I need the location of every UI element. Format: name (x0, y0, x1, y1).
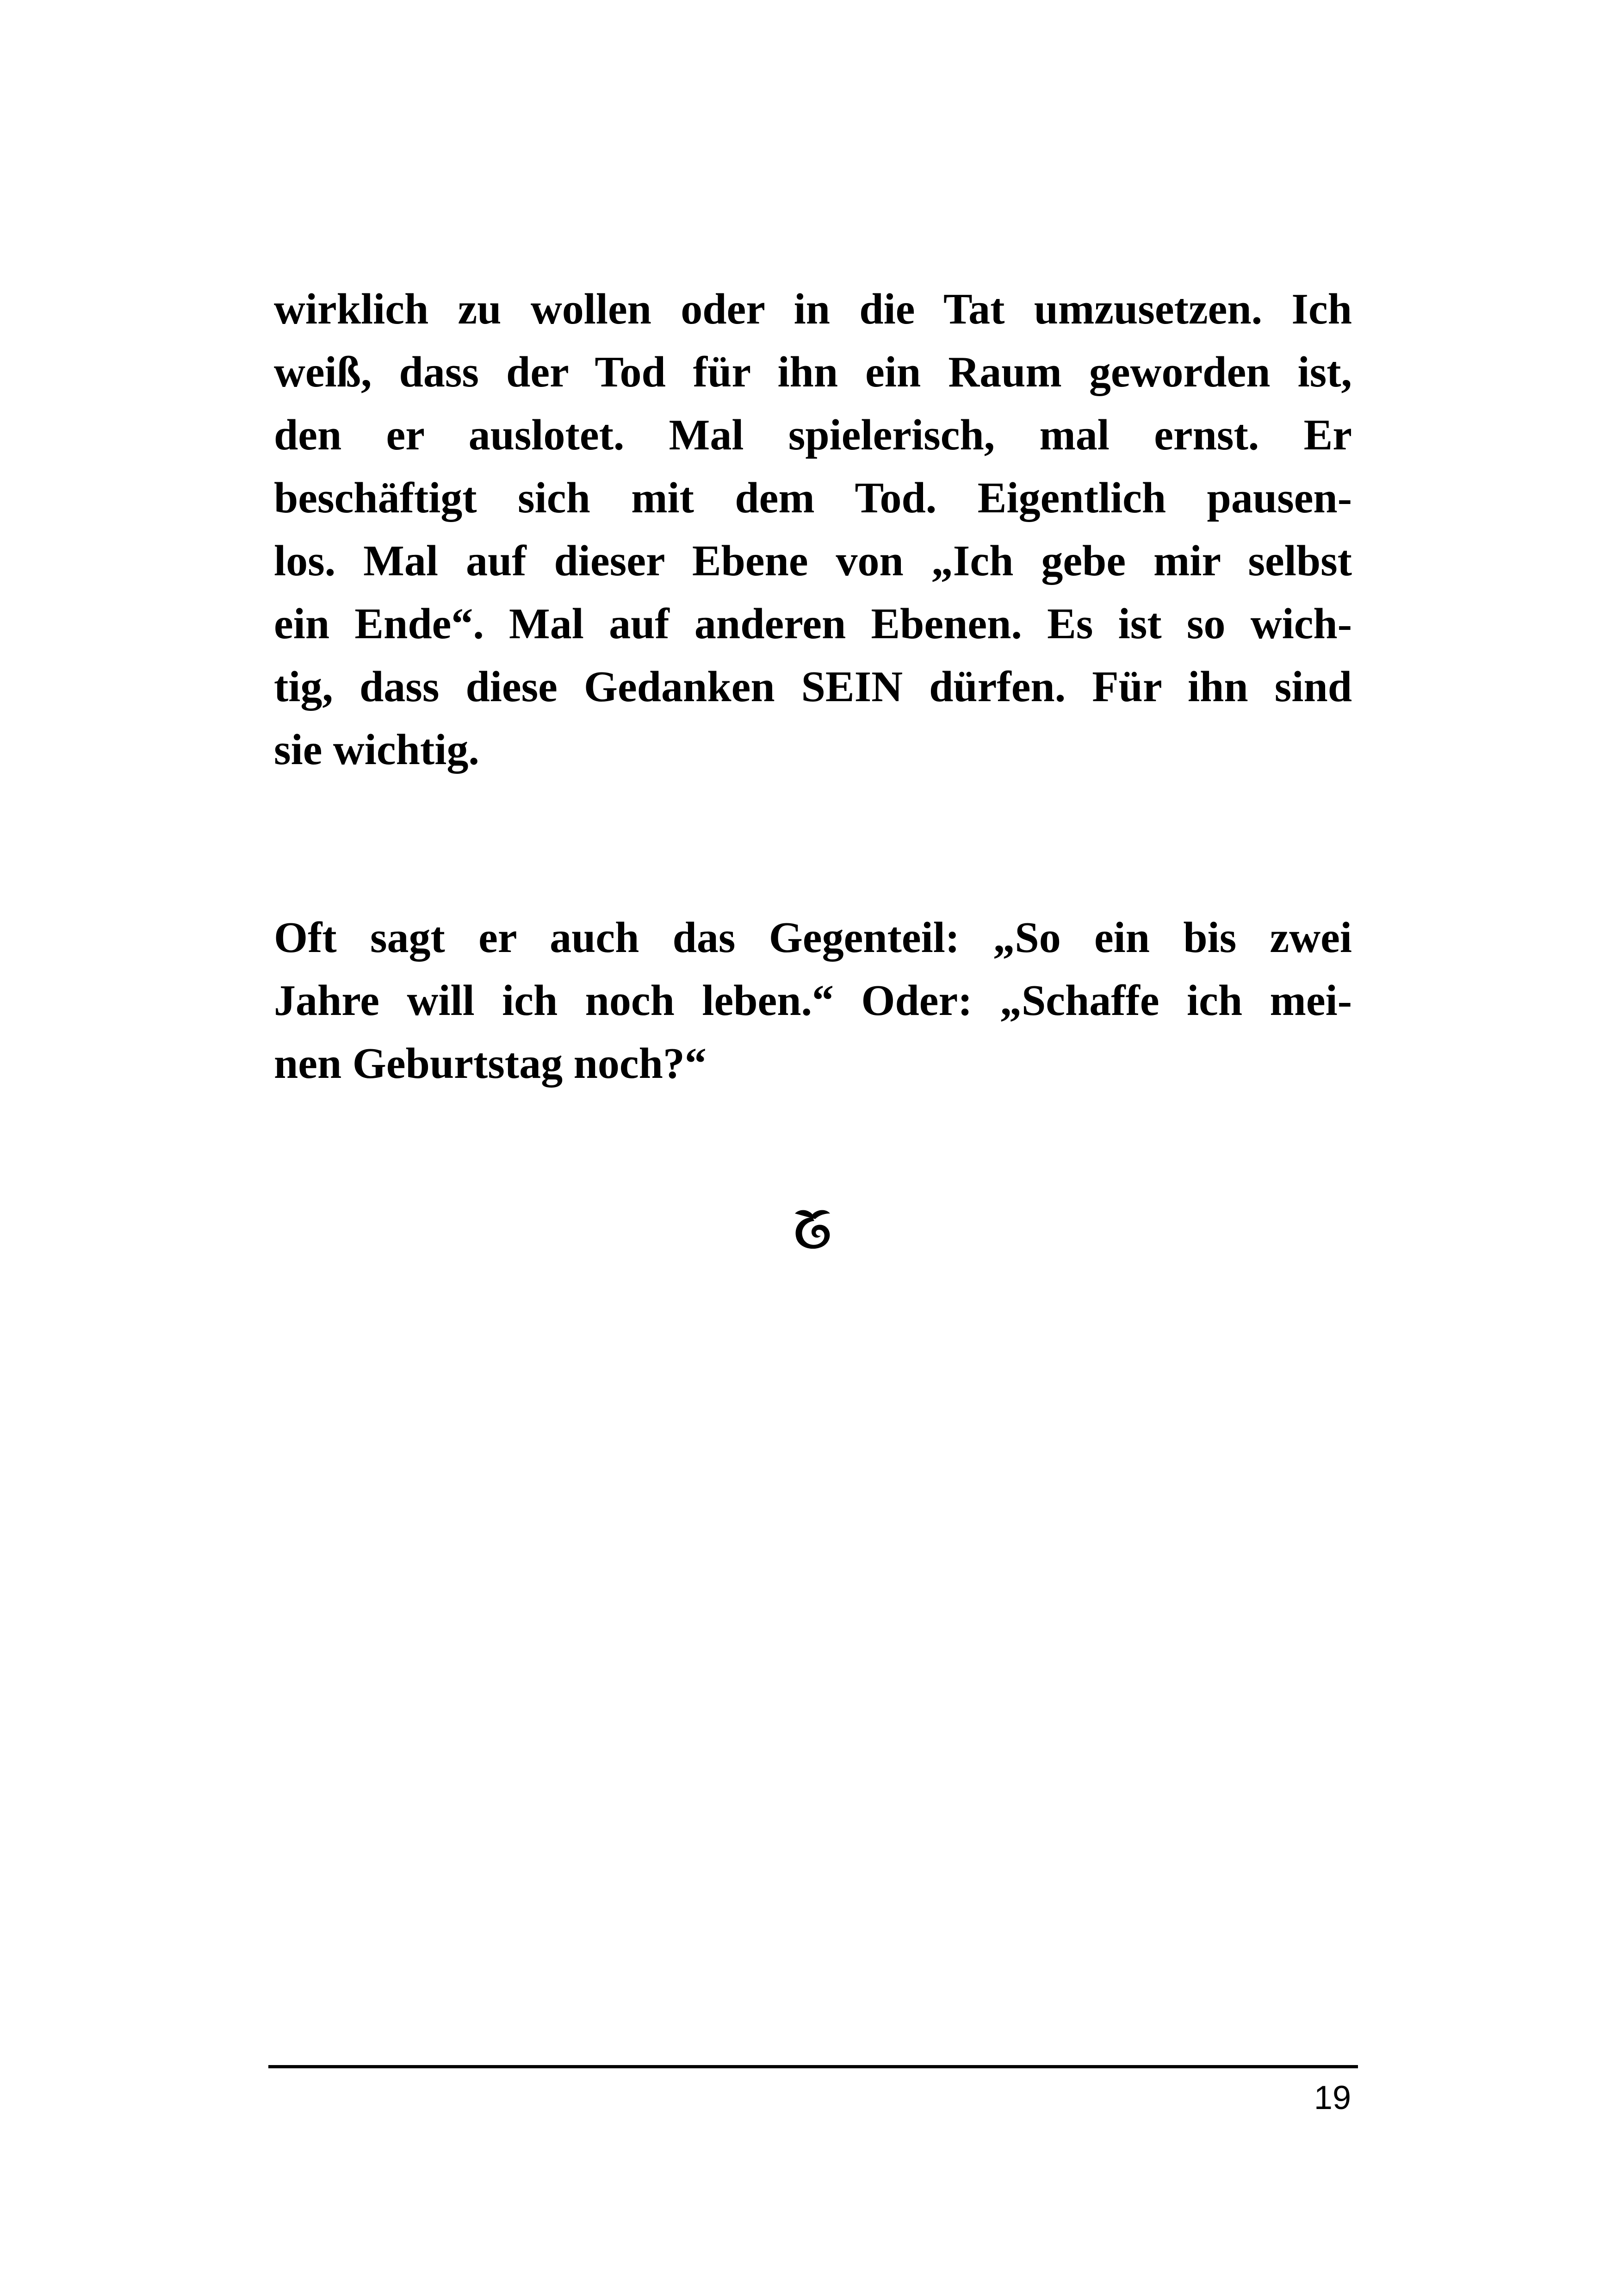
text-line: Jahre will ich noch leben.“ Oder: „Schaffe ich mei- (274, 977, 1352, 1025)
text-line: den er auslotet. Mal spielerisch, mal ernst. Er (274, 411, 1352, 459)
footer-rule (268, 2065, 1358, 2068)
page-number: 19 (1314, 2079, 1351, 2116)
text-line: tig, dass diese Gedanken SEIN dürfen. Für ihn sind (274, 663, 1352, 711)
text-line: Oft sagt er auch das Gegenteil: „So ein bis zwei (274, 914, 1352, 962)
text-line: sie wichtig. (274, 726, 479, 774)
text-line: weiß, dass der Tod für ihn ein Raum geworden ist, (274, 348, 1352, 396)
fleuron-icon (787, 1203, 837, 1254)
text-line: wirklich zu wollen oder in die Tat umzusetzen. Ich (274, 285, 1352, 333)
text-line: nen Geburtstag noch?“ (274, 1039, 707, 1088)
paragraph-2 (274, 906, 1352, 1095)
text-line: los. Mal auf dieser Ebene von „Ich gebe mir selbst (274, 537, 1352, 585)
text-line: beschäftigt sich mit dem Tod. Eigentlich pausen- (274, 474, 1352, 522)
paragraph-1 (274, 278, 1352, 781)
text-line: ein Ende“. Mal auf anderen Ebenen. Es ist so wich- (274, 600, 1352, 648)
